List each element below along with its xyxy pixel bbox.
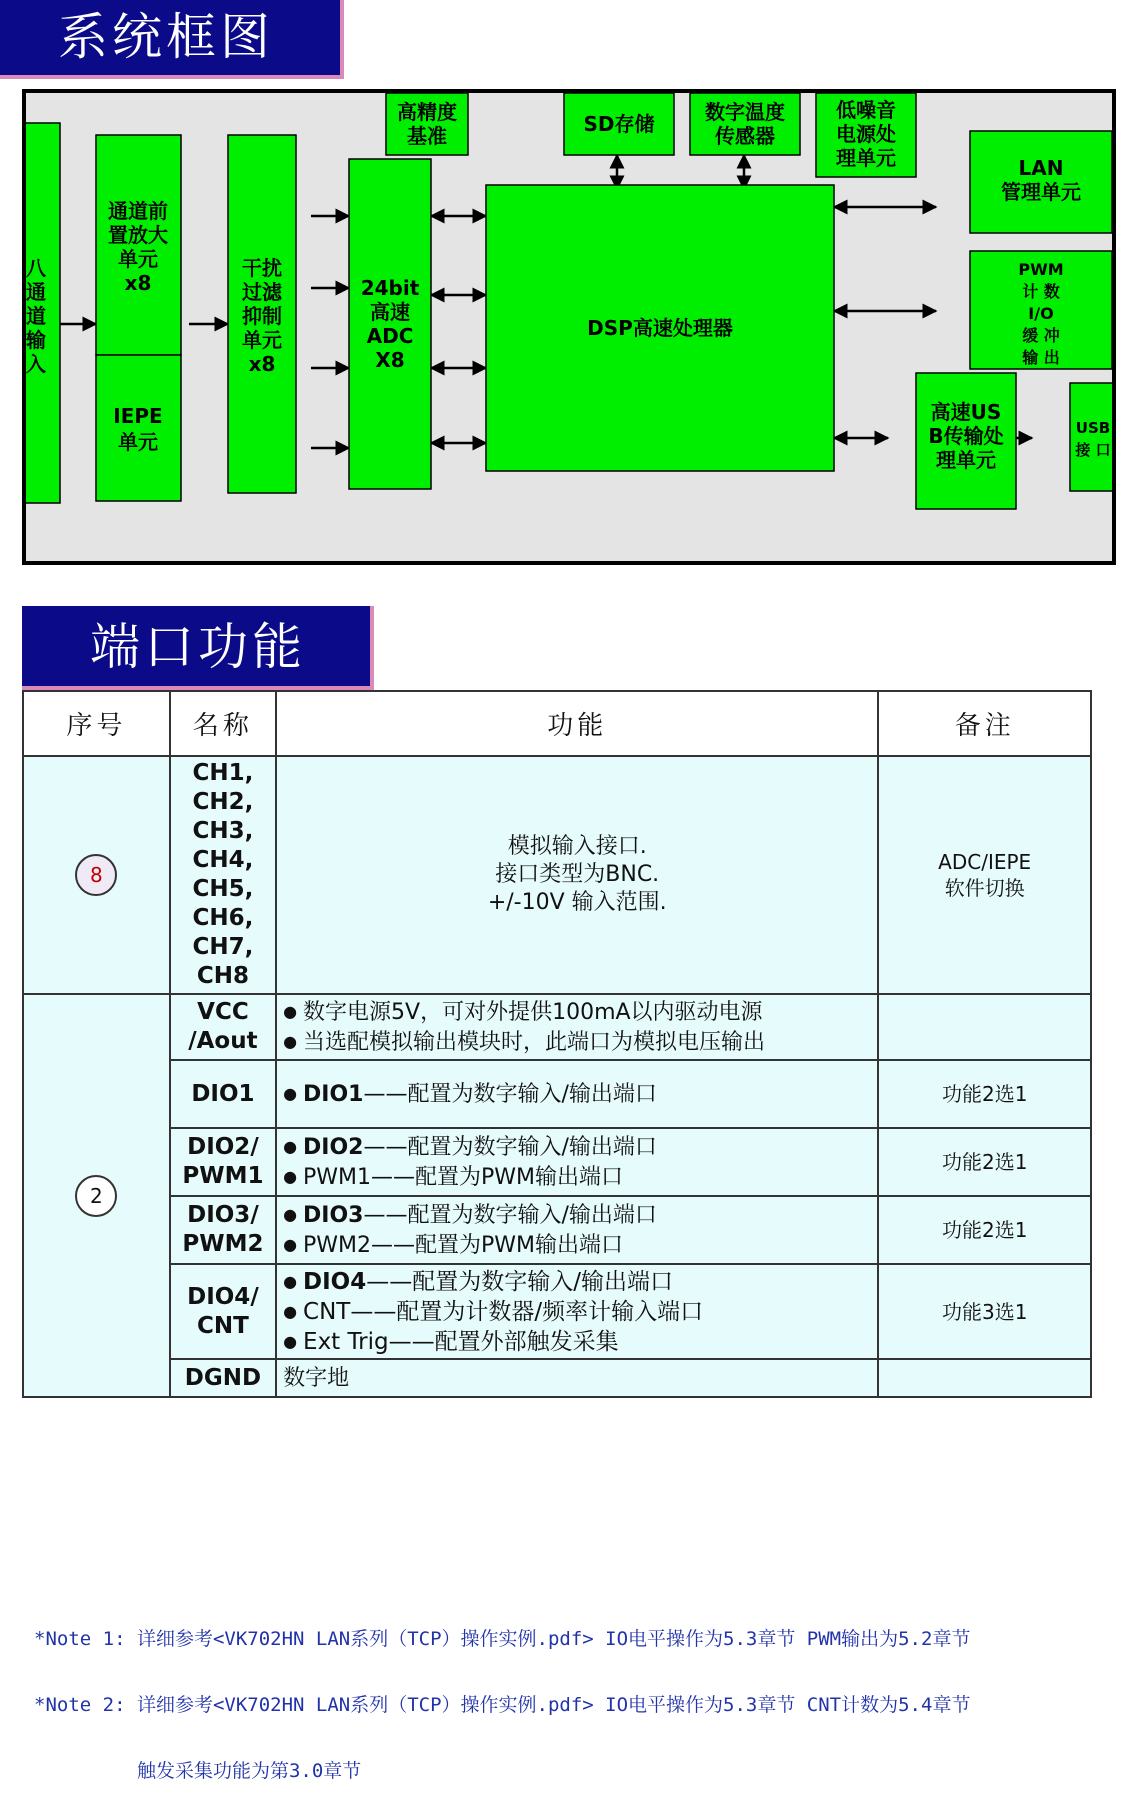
dio3-name xyxy=(170,1196,276,1264)
vcc-name xyxy=(170,994,276,1060)
name-line: CH3, xyxy=(192,818,254,844)
dio4-name xyxy=(170,1264,276,1359)
remark-line: 软件切换 xyxy=(944,876,1025,900)
svg-text:高速: 高速 xyxy=(370,300,410,324)
func-desc: ——配置为数字输入/输出端口 xyxy=(363,1082,657,1107)
header-function: 功能 xyxy=(276,691,878,756)
name-line: VCC xyxy=(197,999,249,1025)
svg-text:干扰: 干扰 xyxy=(242,256,282,280)
svg-text:高精度: 高精度 xyxy=(397,100,457,124)
eight-channel-label xyxy=(26,256,47,376)
header-remark: 备注 xyxy=(878,691,1091,756)
dsp-label xyxy=(587,316,733,340)
svg-text:入: 入 xyxy=(26,352,46,376)
svg-text:x8: x8 xyxy=(124,271,152,295)
block-diagram-svg xyxy=(26,93,1112,561)
svg-text:抑制: 抑制 xyxy=(242,304,282,328)
func-line: +/-10V 输入范围. xyxy=(487,890,667,915)
name-line: DIO4/ xyxy=(187,1283,259,1310)
svg-text:八: 八 xyxy=(26,256,46,280)
svg-text:SD存储: SD存储 xyxy=(583,112,655,136)
name-line: PWM1 xyxy=(182,1163,264,1189)
func-line: ● CNT——配置为计数器/频率计输入端口 xyxy=(283,1297,877,1327)
dio4-remark: 功能3选1 xyxy=(878,1264,1091,1359)
svg-text:理单元: 理单元 xyxy=(936,448,996,472)
svg-text:管理单元: 管理单元 xyxy=(1001,180,1081,204)
svg-text:传感器: 传感器 xyxy=(715,124,775,148)
svg-text:IEPE: IEPE xyxy=(113,404,163,428)
group1-count-badge: 8 xyxy=(75,854,117,896)
table-row xyxy=(23,1128,1091,1196)
func-key: DIO4 xyxy=(303,1268,367,1295)
dio2-remark: 功能2选1 xyxy=(878,1128,1091,1196)
name-line: CH6, xyxy=(192,905,254,931)
group2-count-badge: 2 xyxy=(75,1175,117,1217)
iepe-block xyxy=(96,355,181,501)
analog-channel-remark xyxy=(878,756,1091,994)
func-line: ● 数字电源5V，可对外提供100mA以内驱动电源 xyxy=(283,997,877,1027)
dio2-function xyxy=(276,1128,878,1196)
note-line: *Note 2: 详细参考<VK702HN LAN系列（TCP）操作实例.pdf> IO电平操作为5.3章节 CNT计数为5.4章节 xyxy=(34,1694,971,1716)
header-index: 序号 xyxy=(23,691,170,756)
svg-text:基准: 基准 xyxy=(407,124,447,148)
dio3-function xyxy=(276,1196,878,1264)
svg-text:USB: USB xyxy=(1075,419,1111,437)
func-line: ● PWM2——配置为PWM输出端口 xyxy=(283,1230,877,1260)
name-line: CH7, xyxy=(192,934,254,960)
svg-text:X8: X8 xyxy=(375,348,405,372)
svg-text:低噪音: 低噪音 xyxy=(836,98,896,122)
dio3-remark: 功能2选1 xyxy=(878,1196,1091,1264)
name-line: DIO2/ xyxy=(187,1134,259,1160)
svg-text:高速US: 高速US xyxy=(930,400,1002,424)
svg-text:接 口: 接 口 xyxy=(1075,441,1111,459)
svg-text:单元: 单元 xyxy=(118,430,158,454)
svg-text:通: 通 xyxy=(26,280,46,304)
svg-text:PWM: PWM xyxy=(1018,260,1064,279)
func-line: ● Ext Trig——配置外部触发采集 xyxy=(283,1327,877,1357)
svg-text:B传输处: B传输处 xyxy=(928,424,1004,448)
dio1-name: DIO1 xyxy=(170,1060,276,1128)
svg-text:数字温度: 数字温度 xyxy=(705,100,785,124)
svg-text:计 数: 计 数 xyxy=(1022,282,1060,301)
func-line: ● PWM1——配置为PWM输出端口 xyxy=(283,1162,877,1192)
func-key: DIO2 xyxy=(303,1135,364,1160)
table-row xyxy=(23,1196,1091,1264)
svg-text:置放大: 置放大 xyxy=(108,223,168,247)
port-function-table xyxy=(22,690,1092,1398)
func-key: DIO3 xyxy=(303,1203,364,1228)
func-line xyxy=(283,1267,877,1297)
name-line: PWM2 xyxy=(182,1231,264,1257)
func-desc: ——配置为数字输入/输出端口 xyxy=(366,1268,673,1295)
func-line xyxy=(283,1200,877,1230)
dio2-name xyxy=(170,1128,276,1196)
name-line: CH4, xyxy=(192,847,254,873)
svg-text:24bit: 24bit xyxy=(360,276,420,300)
analog-channel-function xyxy=(276,756,878,994)
dgnd-remark xyxy=(878,1359,1091,1397)
power-unit-label xyxy=(836,98,896,170)
svg-text:理单元: 理单元 xyxy=(836,146,896,170)
name-line: /Aout xyxy=(188,1028,258,1054)
analog-channel-names xyxy=(170,756,276,994)
system-block-diagram xyxy=(22,89,1116,565)
svg-text:x8: x8 xyxy=(248,352,276,376)
header-name: 名称 xyxy=(170,691,276,756)
name-line: CH1, xyxy=(192,760,254,786)
dio1-function xyxy=(276,1060,878,1128)
vcc-remark xyxy=(878,994,1091,1060)
vcc-function xyxy=(276,994,878,1060)
func-desc: ——配置为数字输入/输出端口 xyxy=(363,1135,657,1160)
system-diagram-title: 系统框图 xyxy=(0,0,344,79)
dio4-function xyxy=(276,1264,878,1359)
func-line: ● 当选配模拟输出模块时，此端口为模拟电压输出 xyxy=(283,1027,877,1057)
note-line: 触发采集功能为第3.0章节 xyxy=(34,1760,362,1782)
sd-storage-label xyxy=(583,112,655,136)
table-row xyxy=(23,1060,1091,1128)
svg-text:LAN: LAN xyxy=(1018,156,1064,180)
note-line: *Note 1: 详细参考<VK702HN LAN系列（TCP）操作实例.pdf> IO电平操作为5.3章节 PWM输出为5.2章节 xyxy=(34,1628,971,1650)
func-key: DIO1 xyxy=(303,1082,364,1107)
usb-processor-label xyxy=(928,400,1003,472)
table-row xyxy=(23,756,1091,994)
func-line xyxy=(283,1132,877,1162)
svg-text:单元: 单元 xyxy=(118,247,158,271)
svg-text:输: 输 xyxy=(26,328,46,352)
svg-text:I/O: I/O xyxy=(1028,304,1054,323)
name-line: CNT xyxy=(197,1312,249,1339)
dio1-remark: 功能2选1 xyxy=(878,1060,1091,1128)
svg-text:过滤: 过滤 xyxy=(242,280,282,304)
func-line: 模拟输入接口. xyxy=(507,834,647,859)
func-line: 接口类型为BNC. xyxy=(495,862,660,887)
svg-text:单元: 单元 xyxy=(242,328,282,352)
func-line xyxy=(283,1079,877,1109)
svg-text:ADC: ADC xyxy=(366,324,414,348)
svg-text:输 出: 输 出 xyxy=(1022,348,1060,367)
name-line: CH2, xyxy=(192,789,254,815)
name-line: CH8 xyxy=(196,963,249,989)
svg-text:DSP高速处理器: DSP高速处理器 xyxy=(587,316,733,340)
dgnd-name: DGND xyxy=(170,1359,276,1397)
dgnd-function: 数字地 xyxy=(276,1359,878,1397)
usb-port-block xyxy=(1070,383,1112,491)
svg-text:道: 道 xyxy=(26,304,46,328)
temp-sensor-label xyxy=(705,100,785,148)
table-row xyxy=(23,994,1091,1060)
table-row xyxy=(23,1359,1091,1397)
svg-text:电源处: 电源处 xyxy=(836,122,896,146)
ports-section-title: 端口功能 xyxy=(22,606,374,690)
table-row xyxy=(23,1264,1091,1359)
svg-text:缓 冲: 缓 冲 xyxy=(1022,326,1060,345)
group1-index-cell xyxy=(23,756,170,994)
footnotes xyxy=(34,1584,970,1804)
name-line: CH5, xyxy=(192,876,254,902)
name-line: DIO3/ xyxy=(187,1202,259,1228)
table-header-row xyxy=(23,691,1091,756)
func-desc: ——配置为数字输入/输出端口 xyxy=(363,1203,657,1228)
group2-index-cell xyxy=(23,994,170,1397)
remark-line: ADC/IEPE xyxy=(938,850,1032,874)
svg-text:通道前: 通道前 xyxy=(108,199,168,223)
